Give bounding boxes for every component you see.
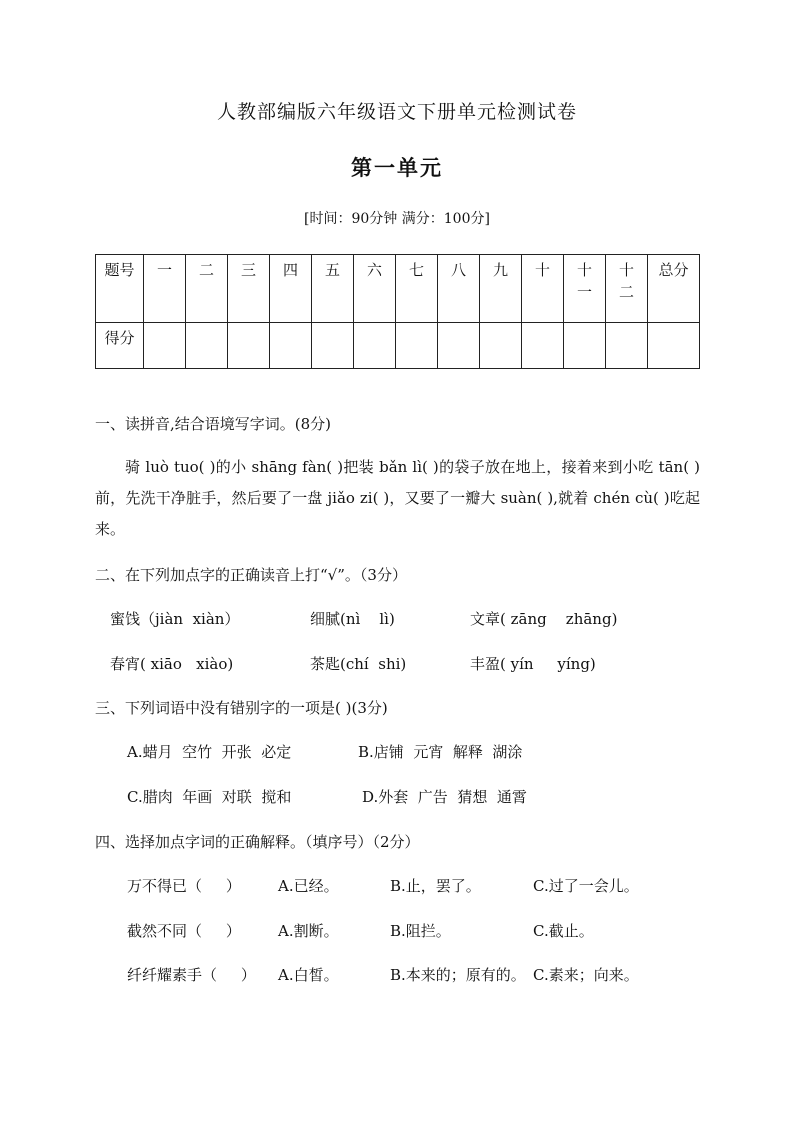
score-table-col: 九 bbox=[480, 255, 522, 323]
score-table bbox=[95, 254, 700, 369]
page-title: 人教部编版六年级语文下册单元检测试卷 bbox=[216, 101, 577, 123]
score-cell[interactable] bbox=[186, 323, 228, 369]
q3-option-a: A.蜡月 空竹 开张 必定 bbox=[127, 743, 292, 761]
q4-option-a: A.割断。 bbox=[278, 922, 339, 940]
q4-option-b: B.止，罢了。 bbox=[390, 877, 481, 895]
score-table-label: 题号 bbox=[96, 255, 144, 323]
score-cell[interactable] bbox=[396, 323, 438, 369]
q4-option-b: B.阻拦。 bbox=[390, 922, 451, 940]
score-cell[interactable] bbox=[270, 323, 312, 369]
score-cell[interactable] bbox=[480, 323, 522, 369]
score-table-label: 得分 bbox=[96, 323, 144, 369]
score-table-col: 十 bbox=[522, 255, 564, 323]
score-table-col: 四 bbox=[270, 255, 312, 323]
q2-item: 文章( zāng zhāng) bbox=[470, 610, 618, 628]
time-score-info: [时间：90分钟 满分：100分] bbox=[304, 211, 490, 227]
q4-option-c: C.素来；向来。 bbox=[533, 966, 639, 984]
unit-title: 第一单元 bbox=[351, 155, 443, 180]
q2-item: 茶匙(chí shi) bbox=[310, 655, 407, 673]
score-table-col: 十 二 bbox=[606, 255, 648, 323]
score-cell[interactable] bbox=[438, 323, 480, 369]
q4-option-c: C.过了一会儿。 bbox=[533, 877, 639, 895]
score-table-score-row bbox=[96, 323, 700, 369]
q1-passage: 骑 luò tuo( )的小 shāng fàn( )把装 bǎn lì( )的袋子放在地上，接着来到小吃 tān( )前，先洗干净脏手，然后要了一盘 jiǎo zi( )，又要了一瓣大 suàn( ),就着 chén cù( )吃起来。 bbox=[95, 458, 700, 538]
q3-option-d: D.外套 广告 猜想 通霄 bbox=[362, 788, 527, 806]
q1-heading: 一、读拼音,结合语境写字词。(8分) bbox=[95, 415, 332, 433]
q2-item: 春宵( xiāo xiào) bbox=[110, 655, 234, 673]
score-cell[interactable] bbox=[564, 323, 606, 369]
q2-item: 细腻(nì lì) bbox=[310, 610, 395, 628]
q4-term: 万不得已（ ） bbox=[127, 877, 241, 895]
score-table-header-row bbox=[96, 255, 700, 323]
score-cell[interactable] bbox=[228, 323, 270, 369]
score-cell[interactable] bbox=[354, 323, 396, 369]
score-cell[interactable] bbox=[606, 323, 648, 369]
score-table-col: 八 bbox=[438, 255, 480, 323]
q2-item: 丰盈( yín yíng) bbox=[470, 655, 596, 673]
score-cell[interactable] bbox=[522, 323, 564, 369]
score-cell[interactable] bbox=[144, 323, 186, 369]
q4-option-a: A.白皙。 bbox=[278, 966, 339, 984]
score-table-col: 七 bbox=[396, 255, 438, 323]
q3-heading: 三、下列词语中没有错别字的一项是( )(3分) bbox=[95, 699, 388, 717]
q2-heading: 二、在下列加点字的正确读音上打“√”。（3分） bbox=[95, 566, 407, 584]
q4-option-a: A.已经。 bbox=[278, 877, 339, 895]
score-cell[interactable] bbox=[312, 323, 354, 369]
q4-option-c: C.截止。 bbox=[533, 922, 594, 940]
score-table-col: 六 bbox=[354, 255, 396, 323]
q3-option-b: B.店铺 元宵 解释 湖涂 bbox=[358, 743, 523, 761]
q4-term: 纤纤耀素手（ ） bbox=[127, 966, 256, 984]
score-cell[interactable] bbox=[648, 323, 700, 369]
q3-option-c: C.腊肉 年画 对联 搅和 bbox=[127, 788, 292, 806]
q2-item: 蜜饯（jiàn xiàn） bbox=[110, 610, 240, 628]
score-table-col: 十 一 bbox=[564, 255, 606, 323]
score-table-col: 三 bbox=[228, 255, 270, 323]
q4-option-b: B.本来的；原有的。 bbox=[390, 966, 526, 984]
q4-heading: 四、选择加点字词的正确解释。（填序号）（2分） bbox=[95, 833, 420, 851]
score-table-col: 二 bbox=[186, 255, 228, 323]
score-table-col: 一 bbox=[144, 255, 186, 323]
score-table-col: 总分 bbox=[648, 255, 700, 323]
score-table-col: 五 bbox=[312, 255, 354, 323]
q4-term: 截然不同（ ） bbox=[127, 922, 241, 940]
